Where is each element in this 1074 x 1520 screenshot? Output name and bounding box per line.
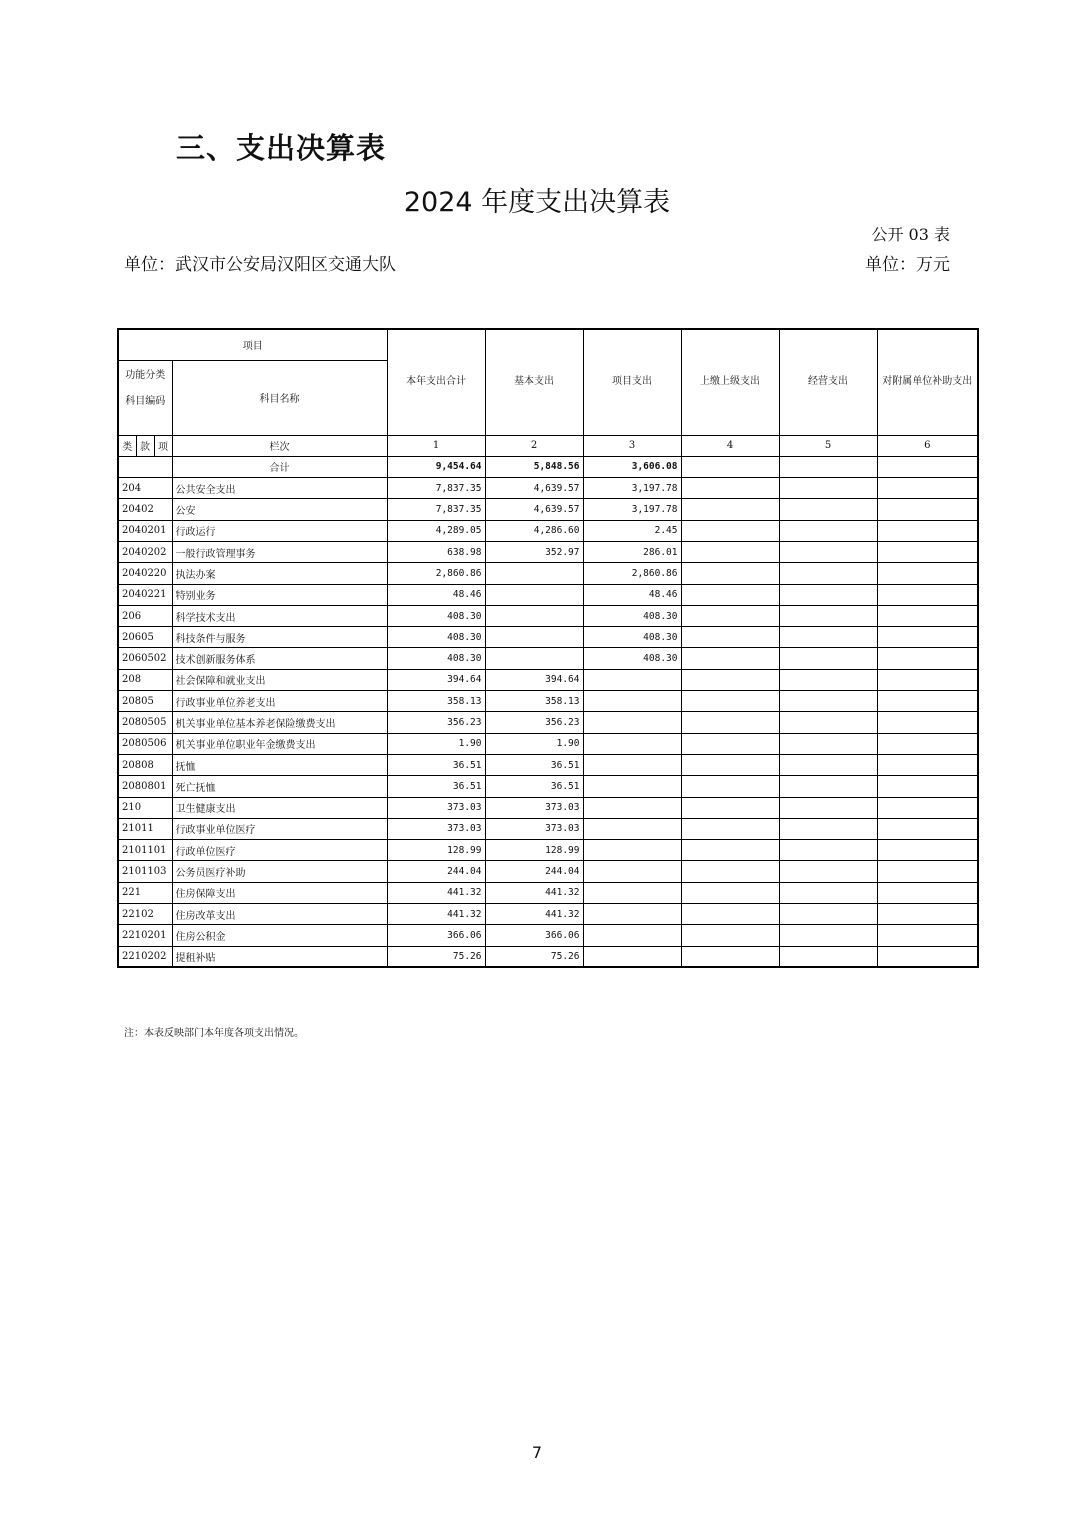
row-business bbox=[779, 691, 877, 712]
row-total: 36.51 bbox=[387, 754, 485, 775]
row-basic: 1.90 bbox=[485, 733, 583, 754]
total-code-cell bbox=[118, 456, 172, 477]
table-row bbox=[118, 840, 978, 861]
row-subsidy bbox=[877, 541, 978, 562]
row-code: 2080505 bbox=[118, 712, 172, 733]
row-project: 286.01 bbox=[583, 541, 681, 562]
row-name: 行政事业单位医疗 bbox=[172, 818, 387, 839]
row-basic: 4,639.57 bbox=[485, 499, 583, 520]
row-total: 441.32 bbox=[387, 882, 485, 903]
row-basic: 366.06 bbox=[485, 925, 583, 946]
row-basic: 394.64 bbox=[485, 669, 583, 690]
row-basic: 352.97 bbox=[485, 541, 583, 562]
row-upper bbox=[681, 733, 779, 754]
row-business bbox=[779, 818, 877, 839]
row-code: 208 bbox=[118, 669, 172, 690]
row-business bbox=[779, 840, 877, 861]
row-basic: 441.32 bbox=[485, 904, 583, 925]
row-upper bbox=[681, 605, 779, 626]
table-row bbox=[118, 584, 978, 605]
row-total: 36.51 bbox=[387, 776, 485, 797]
table-row bbox=[118, 946, 978, 967]
header-function-code: 功能分类科目编码 bbox=[118, 360, 172, 435]
table-row bbox=[118, 733, 978, 754]
row-business bbox=[779, 797, 877, 818]
row-business bbox=[779, 882, 877, 903]
row-name: 机关事业单位职业年金缴费支出 bbox=[172, 733, 387, 754]
col-number-3: 3 bbox=[583, 435, 681, 456]
row-subsidy bbox=[877, 797, 978, 818]
col-number-5: 5 bbox=[779, 435, 877, 456]
row-total: 358.13 bbox=[387, 691, 485, 712]
row-total: 373.03 bbox=[387, 797, 485, 818]
row-name: 公安 bbox=[172, 499, 387, 520]
row-code: 20402 bbox=[118, 499, 172, 520]
row-name: 行政单位医疗 bbox=[172, 840, 387, 861]
row-name: 住房公积金 bbox=[172, 925, 387, 946]
row-name: 死亡抚恤 bbox=[172, 776, 387, 797]
row-business bbox=[779, 541, 877, 562]
row-subsidy bbox=[877, 712, 978, 733]
table-row bbox=[118, 712, 978, 733]
row-code: 20808 bbox=[118, 754, 172, 775]
row-basic: 4,639.57 bbox=[485, 478, 583, 499]
row-subsidy bbox=[877, 946, 978, 967]
row-total: 366.06 bbox=[387, 925, 485, 946]
row-upper bbox=[681, 946, 779, 967]
row-business bbox=[779, 648, 877, 669]
row-total: 394.64 bbox=[387, 669, 485, 690]
row-name: 行政运行 bbox=[172, 520, 387, 541]
row-project bbox=[583, 754, 681, 775]
row-project bbox=[583, 882, 681, 903]
row-code: 20605 bbox=[118, 627, 172, 648]
row-subsidy bbox=[877, 925, 978, 946]
row-upper bbox=[681, 541, 779, 562]
row-total: 1.90 bbox=[387, 733, 485, 754]
row-upper bbox=[681, 840, 779, 861]
total-upper bbox=[681, 456, 779, 477]
header-project-expense: 项目支出 bbox=[583, 329, 681, 435]
row-total: 408.30 bbox=[387, 648, 485, 669]
total-row bbox=[118, 456, 978, 477]
row-basic bbox=[485, 648, 583, 669]
row-basic bbox=[485, 627, 583, 648]
row-code: 204 bbox=[118, 478, 172, 499]
table-row bbox=[118, 478, 978, 499]
row-upper bbox=[681, 499, 779, 520]
row-subsidy bbox=[877, 627, 978, 648]
row-upper bbox=[681, 754, 779, 775]
row-business bbox=[779, 605, 877, 626]
row-subsidy bbox=[877, 754, 978, 775]
row-basic: 356.23 bbox=[485, 712, 583, 733]
row-total: 2,860.86 bbox=[387, 563, 485, 584]
row-basic: 36.51 bbox=[485, 754, 583, 775]
row-project bbox=[583, 733, 681, 754]
row-subsidy bbox=[877, 563, 978, 584]
row-code: 21011 bbox=[118, 818, 172, 839]
row-subsidy bbox=[877, 733, 978, 754]
row-subsidy bbox=[877, 776, 978, 797]
table-row bbox=[118, 904, 978, 925]
row-basic: 373.03 bbox=[485, 818, 583, 839]
row-subsidy bbox=[877, 904, 978, 925]
row-name: 卫生健康支出 bbox=[172, 797, 387, 818]
total-basic: 5,848.56 bbox=[485, 456, 583, 477]
row-business bbox=[779, 925, 877, 946]
row-code: 20805 bbox=[118, 691, 172, 712]
table-row bbox=[118, 499, 978, 520]
row-total: 408.30 bbox=[387, 627, 485, 648]
row-project bbox=[583, 946, 681, 967]
row-upper bbox=[681, 691, 779, 712]
row-project: 408.30 bbox=[583, 627, 681, 648]
row-basic: 244.04 bbox=[485, 861, 583, 882]
row-code: 221 bbox=[118, 882, 172, 903]
table-row bbox=[118, 861, 978, 882]
row-subsidy bbox=[877, 818, 978, 839]
row-business bbox=[779, 627, 877, 648]
row-upper bbox=[681, 520, 779, 541]
row-code: 2210202 bbox=[118, 946, 172, 967]
row-basic: 4,286.60 bbox=[485, 520, 583, 541]
col-number-2: 2 bbox=[485, 435, 583, 456]
row-total: 356.23 bbox=[387, 712, 485, 733]
header-kuan: 款 bbox=[136, 435, 154, 456]
row-name: 一般行政管理事务 bbox=[172, 541, 387, 562]
row-upper bbox=[681, 648, 779, 669]
row-upper bbox=[681, 584, 779, 605]
row-upper bbox=[681, 627, 779, 648]
expenditure-table bbox=[117, 328, 979, 968]
row-total: 638.98 bbox=[387, 541, 485, 562]
row-subsidy bbox=[877, 669, 978, 690]
table-note: 注：本表反映部门本年度各项支出情况。 bbox=[124, 1028, 304, 1039]
row-code: 2060502 bbox=[118, 648, 172, 669]
table-row bbox=[118, 520, 978, 541]
row-project bbox=[583, 840, 681, 861]
row-upper bbox=[681, 776, 779, 797]
row-name: 公务员医疗补助 bbox=[172, 861, 387, 882]
form-code: 公开 03 表 bbox=[871, 225, 950, 244]
row-code: 2101103 bbox=[118, 861, 172, 882]
row-code: 210 bbox=[118, 797, 172, 818]
row-subsidy bbox=[877, 520, 978, 541]
header-xiang: 项 bbox=[154, 435, 172, 456]
row-upper bbox=[681, 818, 779, 839]
row-code: 2040221 bbox=[118, 584, 172, 605]
row-upper bbox=[681, 882, 779, 903]
row-business bbox=[779, 733, 877, 754]
row-code: 2040220 bbox=[118, 563, 172, 584]
row-subsidy bbox=[877, 648, 978, 669]
row-business bbox=[779, 946, 877, 967]
row-business bbox=[779, 584, 877, 605]
row-name: 技术创新服务体系 bbox=[172, 648, 387, 669]
row-project: 3,197.78 bbox=[583, 499, 681, 520]
row-code: 2210201 bbox=[118, 925, 172, 946]
row-total: 48.46 bbox=[387, 584, 485, 605]
row-upper bbox=[681, 861, 779, 882]
total-project: 3,606.08 bbox=[583, 456, 681, 477]
row-name: 社会保障和就业支出 bbox=[172, 669, 387, 690]
row-code: 206 bbox=[118, 605, 172, 626]
row-business bbox=[779, 478, 877, 499]
row-total: 4,289.05 bbox=[387, 520, 485, 541]
row-business bbox=[779, 669, 877, 690]
row-basic bbox=[485, 563, 583, 584]
row-basic: 128.99 bbox=[485, 840, 583, 861]
table-row bbox=[118, 925, 978, 946]
total-total: 9,454.64 bbox=[387, 456, 485, 477]
table-row bbox=[118, 797, 978, 818]
row-code: 22102 bbox=[118, 904, 172, 925]
table-row bbox=[118, 605, 978, 626]
row-business bbox=[779, 563, 877, 584]
row-total: 441.32 bbox=[387, 904, 485, 925]
currency-unit: 单位：万元 bbox=[865, 255, 950, 275]
row-subsidy bbox=[877, 478, 978, 499]
row-name: 机关事业单位基本养老保险缴费支出 bbox=[172, 712, 387, 733]
row-subsidy bbox=[877, 584, 978, 605]
table-row bbox=[118, 776, 978, 797]
header-basic: 基本支出 bbox=[485, 329, 583, 435]
section-heading: 三、支出决算表 bbox=[176, 131, 387, 165]
header-total: 本年支出合计 bbox=[387, 329, 485, 435]
row-project bbox=[583, 691, 681, 712]
row-name: 住房保障支出 bbox=[172, 882, 387, 903]
row-business bbox=[779, 499, 877, 520]
col-number-6: 6 bbox=[877, 435, 978, 456]
row-project bbox=[583, 925, 681, 946]
row-upper bbox=[681, 797, 779, 818]
row-name: 住房改革支出 bbox=[172, 904, 387, 925]
table-row bbox=[118, 818, 978, 839]
row-upper bbox=[681, 904, 779, 925]
row-business bbox=[779, 520, 877, 541]
header-project: 项目 bbox=[118, 329, 387, 360]
row-project bbox=[583, 797, 681, 818]
row-project: 48.46 bbox=[583, 584, 681, 605]
row-upper bbox=[681, 669, 779, 690]
reporting-unit: 单位：武汉市公安局汉阳区交通大队 bbox=[124, 255, 396, 275]
row-subsidy bbox=[877, 840, 978, 861]
row-business bbox=[779, 712, 877, 733]
row-code: 2080801 bbox=[118, 776, 172, 797]
row-total: 408.30 bbox=[387, 605, 485, 626]
document-title: 2024 年度支出决算表 bbox=[403, 187, 671, 218]
table-row bbox=[118, 754, 978, 775]
header-subject-name: 科目名称 bbox=[172, 360, 387, 435]
row-subsidy bbox=[877, 605, 978, 626]
row-project bbox=[583, 861, 681, 882]
table-row bbox=[118, 669, 978, 690]
row-project: 408.30 bbox=[583, 648, 681, 669]
row-basic: 373.03 bbox=[485, 797, 583, 818]
row-total: 7,837.35 bbox=[387, 499, 485, 520]
row-total: 244.04 bbox=[387, 861, 485, 882]
table-row bbox=[118, 563, 978, 584]
total-subsidy bbox=[877, 456, 978, 477]
row-basic bbox=[485, 584, 583, 605]
row-basic: 358.13 bbox=[485, 691, 583, 712]
row-business bbox=[779, 861, 877, 882]
row-code: 2080506 bbox=[118, 733, 172, 754]
row-upper bbox=[681, 478, 779, 499]
row-business bbox=[779, 904, 877, 925]
row-total: 373.03 bbox=[387, 818, 485, 839]
table-row bbox=[118, 541, 978, 562]
row-total: 7,837.35 bbox=[387, 478, 485, 499]
row-basic: 441.32 bbox=[485, 882, 583, 903]
row-basic: 75.26 bbox=[485, 946, 583, 967]
table-row bbox=[118, 882, 978, 903]
row-business bbox=[779, 754, 877, 775]
row-code: 2040201 bbox=[118, 520, 172, 541]
row-name: 抚恤 bbox=[172, 754, 387, 775]
row-name: 公共安全支出 bbox=[172, 478, 387, 499]
header-lanci: 栏次 bbox=[172, 435, 387, 456]
table-row bbox=[118, 648, 978, 669]
header-subsidy: 对附属单位补助支出 bbox=[877, 329, 978, 435]
page-number: 7 bbox=[531, 1443, 543, 1462]
header-lei: 类 bbox=[118, 435, 136, 456]
row-business bbox=[779, 776, 877, 797]
row-name: 科学技术支出 bbox=[172, 605, 387, 626]
col-number-4: 4 bbox=[681, 435, 779, 456]
row-upper bbox=[681, 563, 779, 584]
row-name: 提租补贴 bbox=[172, 946, 387, 967]
row-subsidy bbox=[877, 861, 978, 882]
total-label: 合计 bbox=[172, 456, 387, 477]
row-code: 2040202 bbox=[118, 541, 172, 562]
col-number-1: 1 bbox=[387, 435, 485, 456]
row-subsidy bbox=[877, 882, 978, 903]
row-project: 408.30 bbox=[583, 605, 681, 626]
row-name: 行政事业单位养老支出 bbox=[172, 691, 387, 712]
row-name: 特别业务 bbox=[172, 584, 387, 605]
table-row bbox=[118, 691, 978, 712]
row-total: 128.99 bbox=[387, 840, 485, 861]
row-code: 2101101 bbox=[118, 840, 172, 861]
header-upper: 上缴上级支出 bbox=[681, 329, 779, 435]
row-upper bbox=[681, 712, 779, 733]
row-project bbox=[583, 818, 681, 839]
row-project bbox=[583, 712, 681, 733]
row-project bbox=[583, 669, 681, 690]
row-project: 3,197.78 bbox=[583, 478, 681, 499]
row-basic: 36.51 bbox=[485, 776, 583, 797]
total-business bbox=[779, 456, 877, 477]
header-business: 经营支出 bbox=[779, 329, 877, 435]
row-subsidy bbox=[877, 691, 978, 712]
row-total: 75.26 bbox=[387, 946, 485, 967]
row-name: 执法办案 bbox=[172, 563, 387, 584]
row-project bbox=[583, 776, 681, 797]
row-project: 2,860.86 bbox=[583, 563, 681, 584]
row-upper bbox=[681, 925, 779, 946]
row-subsidy bbox=[877, 499, 978, 520]
row-project bbox=[583, 904, 681, 925]
row-name: 科技条件与服务 bbox=[172, 627, 387, 648]
row-basic bbox=[485, 605, 583, 626]
row-project: 2.45 bbox=[583, 520, 681, 541]
table-row bbox=[118, 627, 978, 648]
